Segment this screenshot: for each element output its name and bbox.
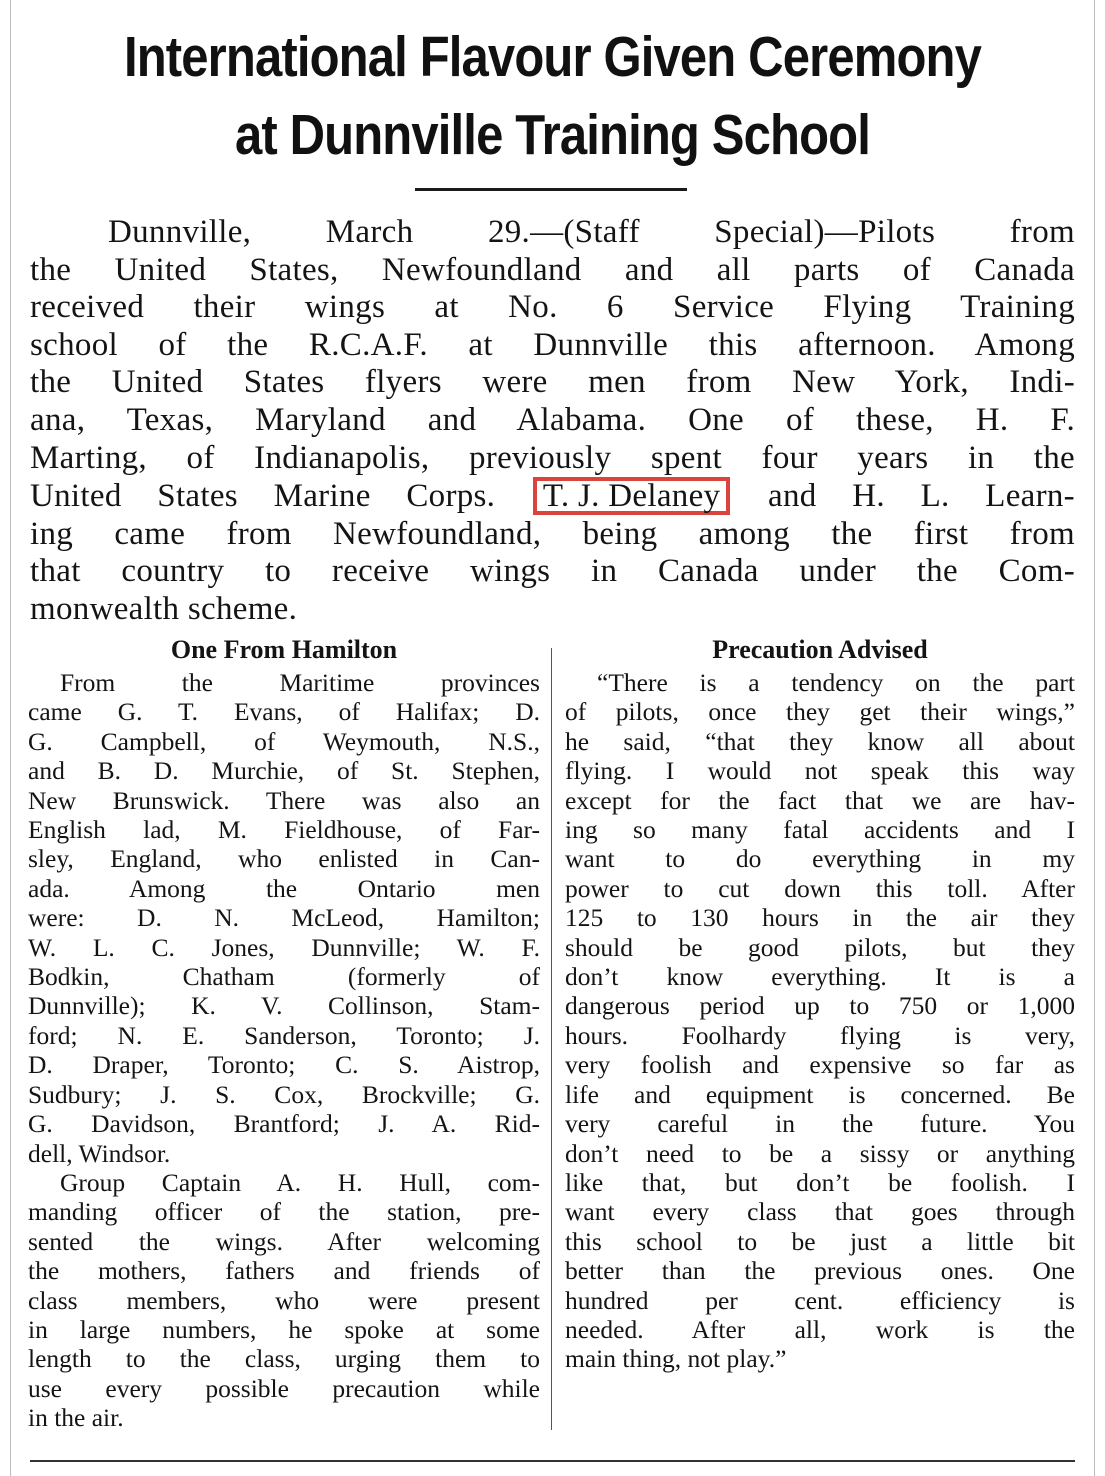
bottom-rule [30, 1460, 1075, 1462]
right-column-line: dangerous period up to 750 or 1,000 [565, 991, 1075, 1021]
left-column-line: sley, England, who enlisted in Can- [28, 844, 540, 874]
right-column-line: life and equipment is concerned. Be [565, 1079, 1075, 1109]
left-column-line: manding officer of the station, pre- [28, 1197, 540, 1227]
headline-line-1: International Flavour Given Ceremony [123, 25, 982, 89]
left-column-line: Sudbury; J. S. Cox, Brockville; G. [28, 1079, 540, 1109]
lede-line: school of the R.C.A.F. at Dunnville this afternoon. Among [30, 326, 1075, 363]
left-column-line: English lad, M. Fieldhouse, of Far- [28, 815, 540, 845]
left-column-line: dell, Windsor. [28, 1138, 171, 1168]
left-column-line: the mothers, fathers and friends of [28, 1256, 540, 1286]
lede-line: ing came from Newfoundland, being among the first from [30, 515, 1075, 552]
left-column-line: G. Campbell, of Weymouth, N.S., [28, 726, 540, 756]
right-column-line: except for the fact that we are hav- [565, 785, 1075, 815]
left-column-line: in the air. [28, 1403, 124, 1433]
left-column-line: ford; N. E. Sanderson, Toronto; J. [28, 1020, 540, 1050]
left-column-line: ada. Among the Ontario men [28, 873, 540, 903]
left-column-line: use every possible precaution while [28, 1373, 540, 1403]
left-column-line: were: D. N. McLeod, Hamilton; [28, 903, 540, 933]
left-column-line: Group Captain A. H. Hull, com- [60, 1167, 540, 1197]
lede-line-with-highlight [30, 477, 1075, 516]
right-column-heading: Precaution Advised [712, 635, 928, 664]
right-column-line: “There is a tendency on the part [597, 668, 1075, 697]
left-column-line: G. Davidson, Brantford; J. A. Rid- [28, 1109, 540, 1139]
left-column-line: and B. D. Murchie, of St. Stephen, [28, 756, 540, 786]
lede-line: Dunnville, March 29.—(Staff Special)—Pilots from [108, 214, 1075, 250]
right-column-line: power to cut down this toll. After [565, 873, 1075, 903]
right-column-line: 125 to 130 hours in the air they [565, 903, 1075, 933]
right-column-line: flying. I would not speak this way [565, 756, 1075, 786]
right-column-line: main thing, not play.” [565, 1344, 787, 1374]
right-column-line: want to do everything in my [565, 844, 1075, 874]
left-column-line: sented the wings. After welcoming [28, 1226, 540, 1256]
left-column-line: From the Maritime provinces [60, 668, 540, 697]
lede-line: the United States flyers were men from New York, Indi- [30, 364, 1075, 401]
right-column-line: hundred per cent. efficiency is [565, 1285, 1075, 1315]
right-column-line: of pilots, once they get their wings,” [565, 697, 1075, 727]
lede-paragraph [30, 214, 1075, 629]
lede-line: received their wings at No. 6 Service Flying Training [30, 289, 1075, 326]
right-column-line: better than the previous ones. One [565, 1256, 1075, 1286]
right-column-line: ing so many fatal accidents and I [565, 815, 1075, 845]
lede-line-8-before: United States Marine Corps. [30, 478, 496, 515]
left-column-line: W. L. C. Jones, Dunnville; W. F. [28, 932, 540, 962]
right-column-line: very careful in the future. You [565, 1109, 1075, 1139]
right-column-line: this school to be just a little bit [565, 1226, 1075, 1256]
right-column [565, 634, 1075, 1374]
page-border-left [10, 0, 11, 1476]
lede-line: ana, Texas, Maryland and Alabama. One of these, H. F. [30, 401, 1075, 438]
left-column-line: in large numbers, he spoke at some [28, 1314, 540, 1344]
left-column-line: class members, who were present [28, 1285, 540, 1315]
left-column-line: length to the class, urging them to [28, 1344, 540, 1374]
left-column-line: came G. T. Evans, of Halifax; D. [28, 697, 540, 727]
left-column-heading: One From Hamilton [170, 635, 398, 664]
headline [95, 18, 1011, 174]
lede-line: monwealth scheme. [30, 590, 298, 627]
lede-line: that country to receive wings in Canada under the Com- [30, 553, 1075, 590]
right-column-line: don’t know everything. It is a [565, 962, 1075, 992]
lede-line-8-after: and H. L. Learn- [768, 478, 1075, 515]
left-column-line: D. Draper, Toronto; C. S. Aistrop, [28, 1050, 540, 1080]
lede-line: the United States, Newfoundland and all parts of Canada [30, 251, 1075, 288]
headline-rule [415, 188, 687, 191]
right-column-line: like that, but don’t be foolish. I [565, 1167, 1075, 1197]
highlighted-name-box: T. J. Delaney [533, 477, 730, 515]
column-divider [551, 648, 552, 1430]
right-column-line: don’t need to be a sissy or anything [565, 1138, 1075, 1168]
left-column [28, 634, 540, 1433]
left-column-line: Dunnville); K. V. Collinson, Stam- [28, 991, 540, 1021]
left-column-line: Bodkin, Chatham (formerly of [28, 962, 540, 992]
left-column-line: New Brunswick. There was also an [28, 785, 540, 815]
right-column-line: needed. After all, work is the [565, 1314, 1075, 1344]
right-column-line: he said, “that they know all about [565, 726, 1075, 756]
right-column-line: hours. Foolhardy flying is very, [565, 1020, 1075, 1050]
page-border-right [1094, 0, 1095, 1476]
headline-line-2: at Dunnville Training School [234, 103, 871, 167]
right-column-line: should be good pilots, but they [565, 932, 1075, 962]
right-column-line: very foolish and expensive so far as [565, 1050, 1075, 1080]
lede-line: Marting, of Indianapolis, previously spent four years in the [30, 439, 1075, 476]
right-column-line: want every class that goes through [565, 1197, 1075, 1227]
